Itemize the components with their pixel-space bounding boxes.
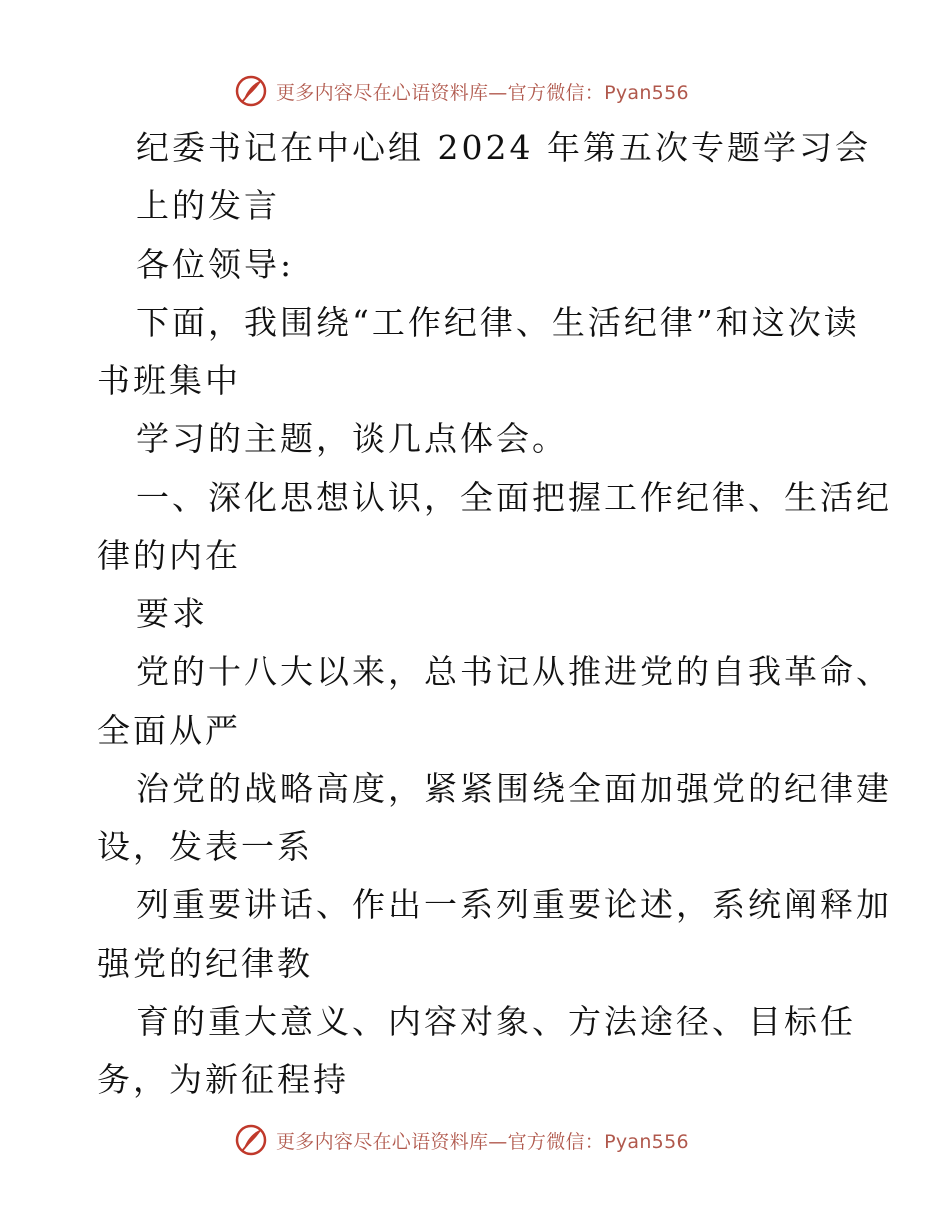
paragraph-line: 务，为新征程持	[97, 1060, 349, 1099]
paragraph-line: 全面从严	[97, 711, 241, 750]
paragraph-line: 设，发表一系	[97, 827, 313, 866]
feather-pen-logo-icon	[234, 1123, 268, 1157]
paragraph-line: 治党的战略高度，紧紧围绕全面加强党的纪律建	[136, 769, 892, 808]
paragraph-line: 党的十八大以来，总书记从推进党的自我革命、	[136, 652, 892, 691]
footer-watermark-banner	[234, 1120, 689, 1160]
footer-watermark-text: 更多内容尽在心语资料库—官方微信：Pyan556	[276, 1130, 689, 1153]
paragraph-line: 书班集中	[97, 361, 241, 400]
paragraph-line: 列重要讲话、作出一系列重要论述，系统阐释加	[136, 885, 892, 924]
section-heading-line: 一、深化思想认识，全面把握工作纪律、生活纪	[136, 478, 892, 517]
section-heading-line: 律的内在	[97, 536, 241, 575]
feather-pen-logo-icon	[234, 74, 268, 108]
header-watermark-banner	[234, 71, 689, 111]
section-heading-line: 要求	[136, 594, 208, 633]
header-watermark-text: 更多内容尽在心语资料库—官方微信：Pyan556	[276, 81, 689, 104]
paragraph-line: 学习的主题，谈几点体会。	[136, 419, 568, 458]
paragraph-line: 育的重大意义、内容对象、方法途径、目标任	[136, 1002, 856, 1041]
salutation: 各位领导:	[136, 245, 295, 284]
paragraph-line: 强党的纪律教	[97, 944, 313, 983]
title-line-2: 上的发言	[136, 186, 280, 225]
paragraph-line: 下面，我围绕“工作纪律、生活纪律”和这次读	[136, 303, 860, 342]
title-line-1: 纪委书记在中心组 2024 年第五次专题学习会	[136, 128, 871, 167]
